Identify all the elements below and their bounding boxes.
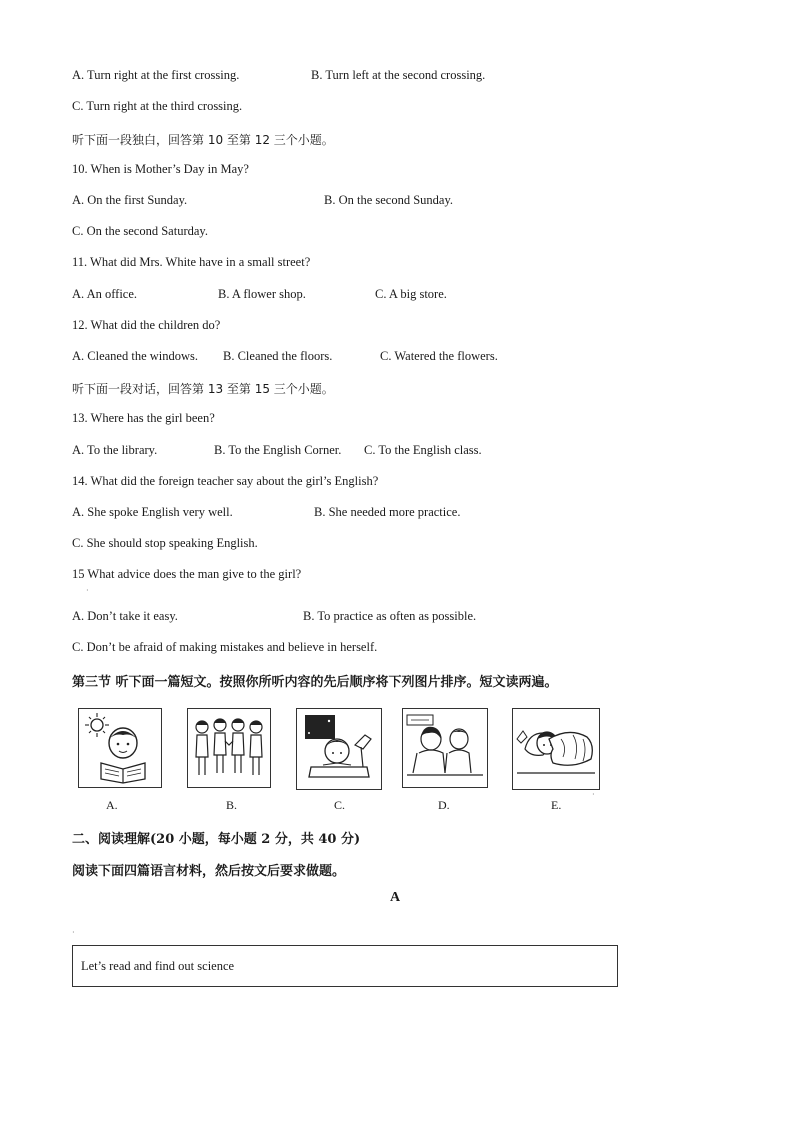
q11-option-a: A. An office. [72,287,138,301]
q12-option-c: C. Watered the flowers. [380,349,498,363]
q10-option-c: C. On the second Saturday. [72,224,208,238]
q10-option-a: A. On the first Sunday. [72,193,188,207]
q11-question: 11. What did Mrs. White have in a small street? [72,255,311,269]
listening-instruction-2: 听下面一段对话，回答第 13 至第 15 三个小题。 [72,382,334,396]
speck: · [592,790,595,799]
q10-option-b: B. On the second Sunday. [324,193,454,207]
passage-label: A [390,890,401,905]
q13-option-b: B. To the English Corner. [214,443,342,457]
q14-question: 14. What did the foreign teacher say about the girl’s English? [72,474,379,488]
picture-c [296,708,382,790]
q13-option-a: A. To the library. [72,443,158,457]
section3-heading: 第三节 听下面一篇短文。按照你所听内容的先后顺序将下列图片排序。短文读两遍。 [72,675,558,690]
picture-e [512,708,600,790]
q13-question: 13. Where has the girl been? [72,411,215,425]
q15-option-c: C. Don’t be afraid of making mistakes and believe in herself. [72,640,378,654]
q9-option-a: A. Turn right at the first crossing. [72,68,240,82]
q10-question: 10. When is Mother’s Day in May? [72,162,249,176]
q14-option-b: B. She needed more practice. [314,505,461,519]
picture-e-label: E. [551,798,562,812]
speck: · [72,928,75,937]
q12-option-a: A. Cleaned the windows. [72,349,199,363]
picture-b-label: B. [226,798,238,812]
listening-instruction-1: 听下面一段独白，回答第 10 至第 12 三个小题。 [72,133,334,147]
q11-option-b: B. A flower shop. [218,287,306,301]
boy-reading-sun-icon [79,709,161,787]
passage-box [72,945,618,987]
picture-d-label: D. [438,798,450,812]
child-in-bed-icon [513,709,599,789]
people-greeting-icon [188,709,270,787]
speck: · [86,586,89,595]
boy-studying-night-icon [297,709,381,789]
q14-option-a: A. She spoke English very well. [72,505,233,519]
q14-option-c: C. She should stop speaking English. [72,536,258,550]
q13-option-c: C. To the English class. [364,443,482,457]
q15-question: 15 What advice does the man give to the girl? [72,567,302,581]
passage-box-text: Let’s read and find out science [81,959,235,973]
picture-a-label: A. [106,798,118,812]
q12-question: 12. What did the children do? [72,318,221,332]
q9-option-c: C. Turn right at the third crossing. [72,99,243,113]
mother-child-hospital-icon [403,709,487,787]
part2-instruction: 阅读下面四篇语言材料，然后按文后要求做题。 [72,864,346,879]
picture-c-label: C. [334,798,346,812]
q9-option-b: B. Turn left at the second crossing. [311,68,486,82]
picture-d [402,708,488,788]
q12-option-b: B. Cleaned the floors. [223,349,333,363]
picture-b [187,708,271,788]
picture-a [78,708,162,788]
q15-option-b: B. To practice as often as possible. [303,609,477,623]
part2-heading: 二、阅读理解(20 小题，每小题 2 分，共 40 分) [72,832,361,847]
q15-option-a: A. Don’t take it easy. [72,609,178,623]
q11-option-c: C. A big store. [375,287,447,301]
